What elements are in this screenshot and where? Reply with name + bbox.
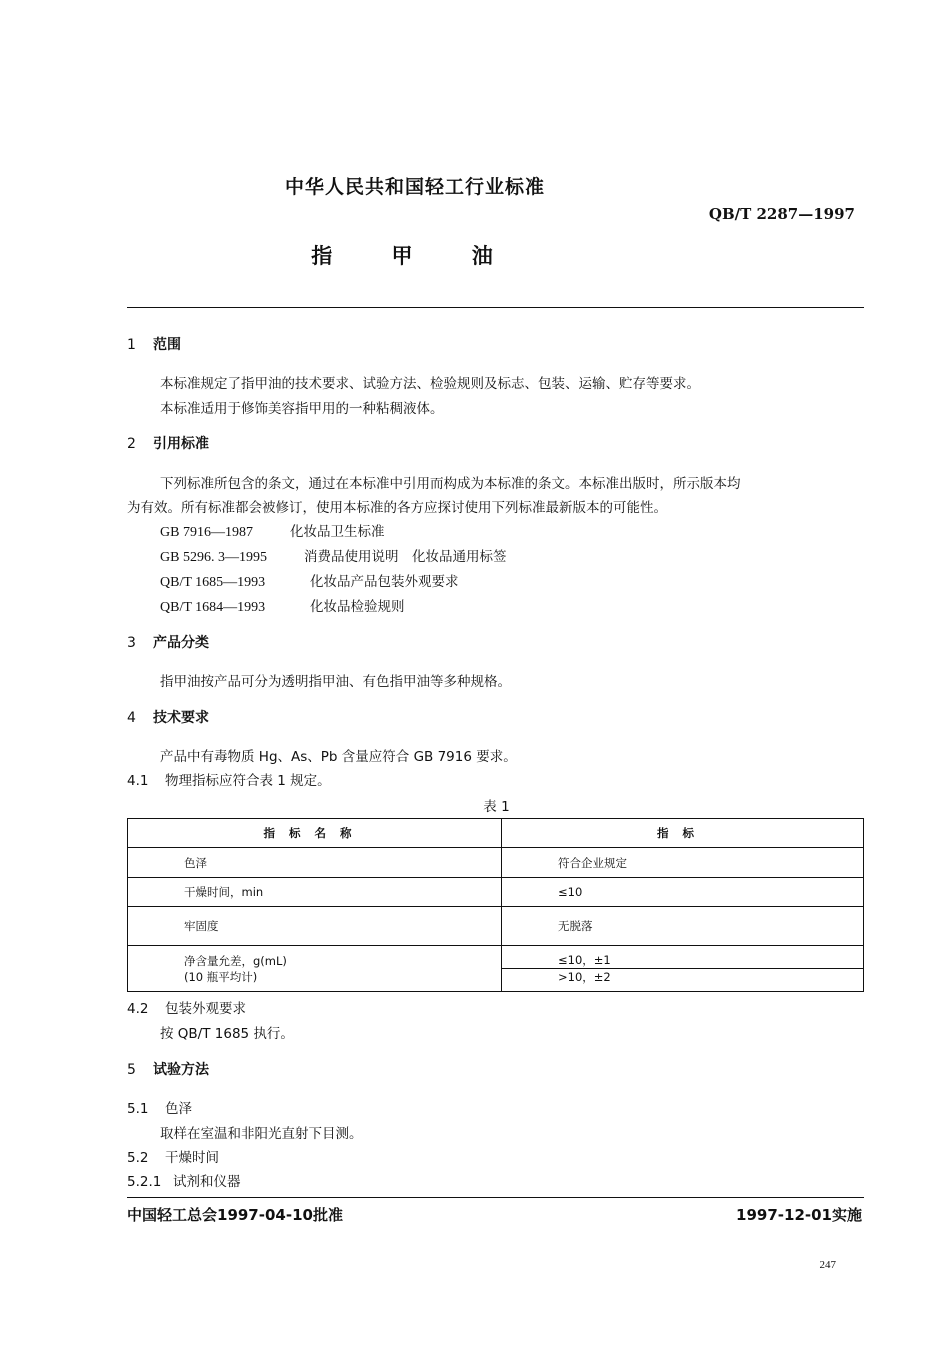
reference-name: 化妆品卫生标准 [290, 524, 385, 540]
section-5-heading [127, 1059, 209, 1079]
section-2-heading [127, 433, 209, 453]
section-number: 5 [127, 1062, 136, 1078]
reference-code: GB 7916—1987 [160, 525, 253, 540]
page-number: 247 [819, 1259, 836, 1271]
table-header-value: 指标 [502, 819, 864, 848]
table-cell-name: 色泽 [128, 848, 502, 878]
subsection-number: 5.2.1 [127, 1174, 162, 1190]
paragraph: 取样在室温和非阳光直射下目测。 [160, 1126, 363, 1142]
section-4-heading [127, 707, 209, 727]
section-number: 3 [127, 635, 136, 651]
section-title: 技术要求 [153, 710, 209, 726]
reference-name: 化妆品检验规则 [310, 599, 405, 615]
paragraph: 产品中有毒物质 Hg、As、Pb 含量应符合 GB 7916 要求。 [160, 749, 517, 765]
paragraph: 本标准适用于修饰美容指甲用的一种粘稠液体。 [160, 401, 444, 417]
subsection-4-1 [127, 769, 331, 789]
subsection-number: 4.1 [127, 773, 149, 789]
document-title: 指 甲 油 [311, 244, 519, 268]
section-number: 2 [127, 436, 136, 452]
subsection-text: 色泽 [165, 1101, 192, 1117]
section-title: 范围 [153, 337, 181, 353]
paragraph: 本标准规定了指甲油的技术要求、试验方法、检验规则及标志、包装、运输、贮存等要求。 [160, 376, 700, 392]
cell-line: (10 瓶平均计) [184, 969, 258, 984]
paragraph: 为有效。所有标准都会被修订，使用本标准的各方应探讨使用下列标准最新版本的可能性。 [127, 500, 667, 516]
paragraph: 指甲油按产品可分为透明指甲油、有色指甲油等多种规格。 [160, 674, 511, 690]
table-cell-value: 符合企业规定 [502, 848, 864, 878]
footer-divider [127, 1197, 864, 1198]
reference-code: GB 5296. 3—1995 [160, 550, 267, 565]
reference-code: QB/T 1685—1993 [160, 575, 266, 590]
subsection-number: 4.2 [127, 1001, 149, 1017]
reference-item [160, 520, 385, 541]
standard-category-title: 中华人民共和国轻工行业标准 [284, 176, 545, 198]
section-number: 1 [127, 337, 136, 353]
paragraph: 按 QB/T 1685 执行。 [160, 1026, 294, 1042]
subsection-text: 物理指标应符合表 1 规定。 [165, 773, 331, 789]
table-cell-name: 干燥时间，min [128, 878, 502, 907]
paragraph: 下列标准所包含的条文，通过在本标准中引用而构成为本标准的条文。本标准出版时，所示版本均 [160, 476, 741, 492]
table-cell-value: 无脱落 [502, 907, 864, 946]
reference-code: QB/T 1684—1993 [160, 600, 266, 615]
section-3-heading [127, 632, 209, 652]
subsection-5-1 [127, 1097, 192, 1117]
subsection-text: 包装外观要求 [165, 1001, 246, 1017]
table-cell-value [502, 946, 864, 992]
table-row [128, 946, 864, 992]
approval-info: 中国轻工总会1997-04-10批准 [127, 1206, 343, 1224]
standard-code: QB/T 2287—1997 [708, 205, 855, 223]
spec-table [127, 818, 864, 992]
section-title: 引用标准 [153, 436, 209, 452]
section-title: 产品分类 [153, 635, 209, 651]
table-row [128, 878, 864, 907]
subsection-5-2 [127, 1146, 219, 1166]
table-cell-value: ≤10 [502, 878, 864, 907]
subsection-4-2 [127, 997, 246, 1017]
table-cell-name [128, 946, 502, 992]
table-header-name: 指标名称 [128, 819, 502, 848]
cell-line: 净含量允差，g(mL) [184, 953, 287, 968]
reference-name: 消费品使用说明 化妆品通用标签 [304, 549, 507, 565]
cell-line: >10，±2 [558, 970, 611, 984]
header-divider [127, 307, 864, 308]
section-number: 4 [127, 710, 136, 726]
reference-item [160, 570, 459, 591]
subsection-number: 5.1 [127, 1101, 149, 1117]
reference-item [160, 545, 507, 566]
cell-line: ≤10，±1 [502, 952, 863, 969]
section-1-heading [127, 334, 181, 354]
table-row [128, 907, 864, 946]
reference-name: 化妆品产品包装外观要求 [310, 574, 459, 590]
reference-item [160, 595, 405, 616]
section-title: 试验方法 [153, 1062, 209, 1078]
subsection-text: 试剂和仪器 [173, 1174, 241, 1190]
effective-date: 1997-12-01实施 [736, 1206, 862, 1224]
table-row [128, 848, 864, 878]
table-cell-name: 牢固度 [128, 907, 502, 946]
subsection-5-2-1 [127, 1170, 241, 1190]
subsection-number: 5.2 [127, 1150, 149, 1166]
table-caption: 表 1 [483, 799, 510, 815]
subsection-text: 干燥时间 [165, 1150, 219, 1166]
